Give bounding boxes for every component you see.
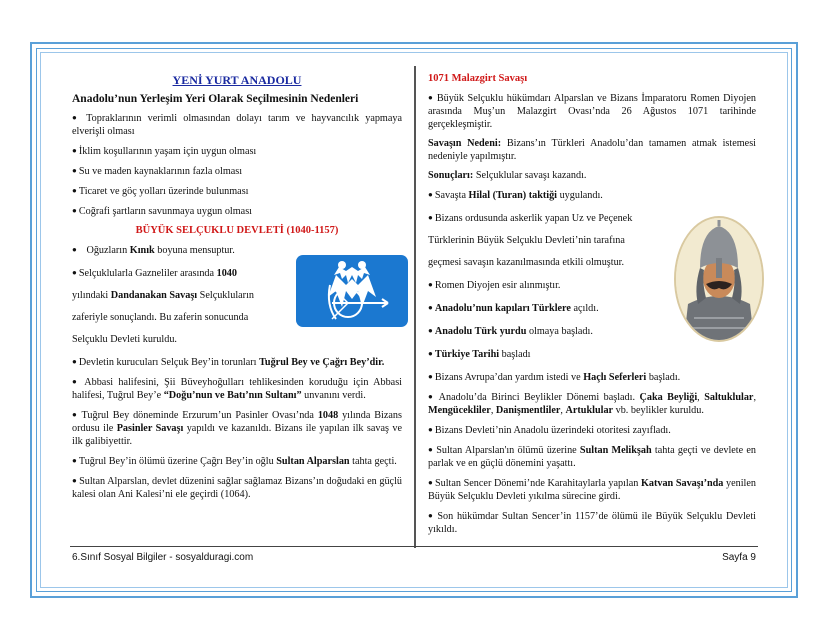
yurt-item: ● Anadolu Türk yurdu olmaya başladı.: [428, 324, 658, 338]
melikshah-item: ● Sultan Alparslan'ın ölümü üzerine Sultan Melikşah tahta geçti ve devlete en parlak ve en güçlü dönemini yaşattı.: [428, 443, 756, 470]
crusades-item: ● Bizans Avrupa’dan yardım istedi ve Haçlı Seferleri başladı.: [428, 370, 756, 384]
war-results: Sonuçları: Selçuklular savaşı kazandı.: [428, 170, 587, 181]
reason-item: ● Ticaret ve göç yolları üzerinde bulunması: [72, 184, 402, 198]
seljuk-eagle-logo-icon: [296, 255, 408, 327]
reason-item: ● Su ve maden kaynaklarının fazla olması: [72, 164, 402, 178]
sencer-item: ● Sultan Sencer Dönemi’nde Karahitaylarla yapılan Katvan Savaşı’nda yenilen Büyük Selçuklu Devleti yıkılma sürecine girdi.: [428, 476, 756, 503]
war-reason: Savaşın Nedeni: Bizans’ın Türkleri Anadolu’dan tamamen atmak istemesi nedeniyle yapılmıştır.: [428, 138, 756, 162]
history-item: ● Türkiye Tarihi başladı: [428, 347, 658, 361]
end-item: ● Son hükümdar Sultan Sencer’in 1157’de ölümü ile Büyük Selçuklu Devleti yıkıldı.: [428, 509, 756, 536]
abbasi-item: ● Abbasi halifesini, Şii Büveyhoğulları tehlikesinden koruduğu için Abbasi halifesi, Tuğrul Bey’e “Doğu’nun ve Batı’nın Sultanı” unvanını verdi.: [72, 375, 402, 402]
page-title: YENİ YURT ANADOLU: [172, 73, 302, 87]
gazne-line-2: yılındaki Dandanakan Savaşı Selçukluların: [72, 290, 254, 301]
beylik-item: ● Anadolu’da Birinci Beylikler Dönemi başladı. Çaka Beyliği, Saltuklular, Mengücekliler, Danişmentliler, Artuklular vb. beylikler kuruldu.: [428, 390, 756, 417]
malazgirt-intro: ● Büyük Selçuklu hükümdarı Alparslan ve Bizans İmparatoru Romen Diyojen arasında Muş’un Malazgirt Ovası’nda 26 Ağustos 1071 tarihinde gerçekleşmiştir.: [428, 91, 756, 131]
page-number: Sayfa 9: [722, 552, 756, 563]
reason-item: ● Topraklarının verimli olmasından dolayı tarım ve hayvancılık yapmaya elverişli olması: [72, 111, 402, 138]
gazne-line-1: ● Selçuklularla Gazneliler arasında 1040: [72, 266, 287, 280]
gazne-line-4: Selçuklu Devleti kuruldu.: [72, 334, 177, 345]
reason-item: ● İklim koşullarının yaşam için uygun olması: [72, 144, 402, 158]
uz-line-3: geçmesi savaşın kazanılmasında etkili olmuştur.: [428, 257, 625, 268]
alparslan-item: ● Tuğrul Bey’in ölümü üzerine Çağrı Bey’in oğlu Sultan Alparslan tahta geçti.: [72, 454, 402, 468]
warrior-portrait-icon: [674, 216, 764, 342]
kinik-item: ● Oğuzların Kınık boyuna mensuptur.: [72, 243, 287, 257]
founders-item: ● Devletin kurucuları Selçuk Bey’in torunları Tuğrul Bey ve Çağrı Bey’dir.: [72, 355, 402, 369]
column-divider: [414, 66, 416, 548]
seljuk-section-title: BÜYÜK SELÇUKLU DEVLETİ (1040-1157): [135, 225, 339, 236]
romen-item: ● Romen Diyojen esir alınmıştır.: [428, 278, 658, 292]
malazgirt-title: 1071 Malazgirt Savaşı: [428, 73, 528, 84]
decline-item: ● Bizans Devleti’nin Anadolu üzerindeki otoritesi zayıfladı.: [428, 423, 756, 437]
reasons-heading: Anadolu’nun Yerleşim Yeri Olarak Seçilmesinin Nedenleri: [72, 93, 359, 105]
uz-line-1: ● Bizans ordusunda askerlik yapan Uz ve Peçenek: [428, 211, 658, 225]
gates-item: ● Anadolu’nun kapıları Türklere açıldı.: [428, 301, 658, 315]
gazne-line-3: zaferiyle sonuçlandı. Bu zaferin sonucunda: [72, 312, 249, 323]
hilal-item: ● Savaşta Hilal (Turan) taktiği uygulandı.: [428, 188, 658, 202]
pasinler-item: ● Tuğrul Bey döneminde Erzurum’un Pasinler Ovası’nda 1048 yılında Bizans ordusu ile Pasinler Savaşı yapıldı ve kazanıldı. Bizans ile yapılan ilk savaş ve ilk galibiyettir.: [72, 408, 402, 448]
uz-line-2: Türklerinin Büyük Selçuklu Devleti’nin tarafına: [428, 235, 625, 246]
reason-item: ● Coğrafi şartların savunmaya uygun olması: [72, 204, 402, 218]
footer-source: 6.Sınıf Sosyal Bilgiler - sosyalduragi.com: [72, 552, 254, 563]
footer-rule: [70, 546, 758, 547]
ani-item: ● Sultan Alparslan, devlet düzenini sağlar sağlamaz Bizans’ın doğudaki en güçlü kalesi olan Ani Kalesi’ni ele geçirdi (1064).: [72, 474, 402, 501]
